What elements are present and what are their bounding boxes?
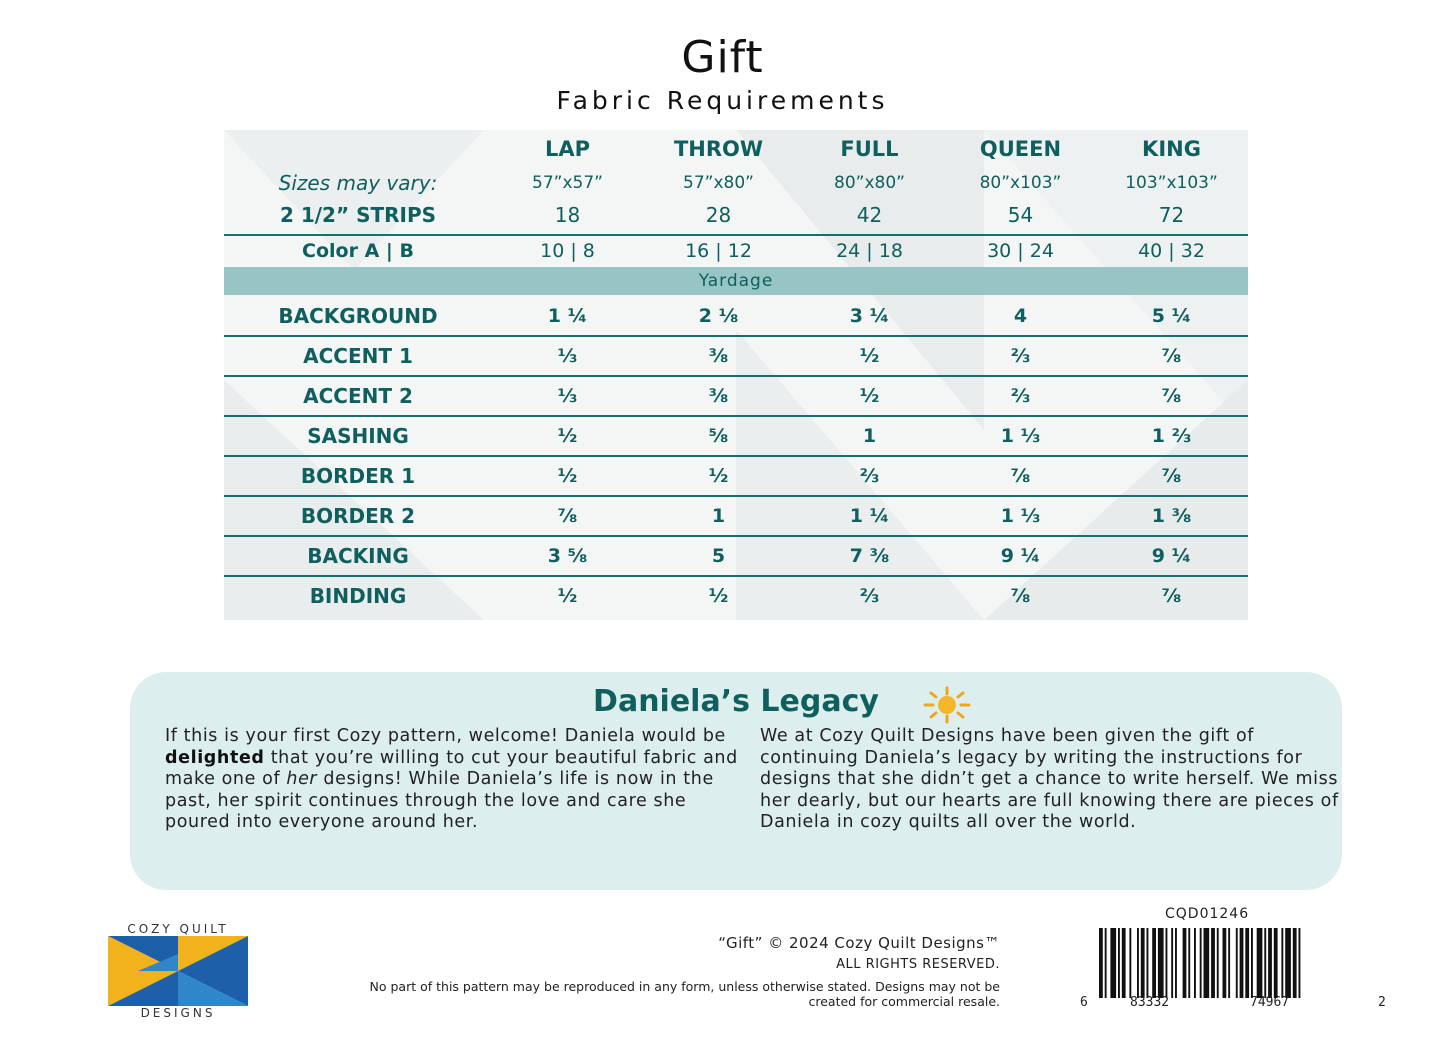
- legacy-left-text: [165, 726, 745, 834]
- color-value: 10 | 8: [540, 240, 595, 262]
- yardage-value: ⅜: [708, 385, 729, 407]
- col-header-king: KING: [1142, 137, 1201, 161]
- barcode-bar: [1274, 928, 1278, 998]
- yardage-row: [224, 536, 1248, 576]
- sizes-label: Sizes may vary:: [278, 171, 438, 195]
- legacy-emphasis-delighted: delighted: [165, 747, 265, 768]
- yardage-value: 4: [1013, 305, 1028, 327]
- sku-code: CQD01246: [1165, 906, 1250, 922]
- yardage-band: Yardage: [224, 267, 1248, 295]
- logo-top-text: COZY QUILT: [127, 922, 229, 936]
- barcode-bar: [1122, 928, 1126, 998]
- sizes-row: [224, 168, 1248, 198]
- yardage-value: ½: [708, 465, 729, 487]
- yardage-row-label: ACCENT 2: [303, 384, 413, 408]
- yardage-row: [224, 456, 1248, 496]
- barcode-bar: [1166, 928, 1168, 998]
- legacy-left-part: If this is your first Cozy pattern, welcome! Daniela would be: [165, 726, 726, 746]
- yardage-value: 1 ⅓: [1000, 425, 1041, 447]
- yardage-value: ⅔: [1010, 345, 1031, 367]
- barcode-digit-group: 83332: [1130, 995, 1170, 1010]
- yardage-row-label: BORDER 2: [300, 504, 416, 528]
- barcode-digit-group: 2: [1378, 995, 1386, 1010]
- barcode-bar: [1299, 928, 1301, 998]
- yardage-value: ½: [557, 425, 578, 447]
- yardage-value: ½: [557, 465, 578, 487]
- col-header-queen: QUEEN: [979, 137, 1062, 161]
- color-value: 16 | 12: [685, 240, 752, 262]
- strips-value: 28: [705, 203, 732, 227]
- barcode-bar: [1281, 928, 1283, 998]
- barcode-bar: [1293, 928, 1297, 998]
- color-label: Color A | B: [302, 240, 414, 262]
- page-title: Gift: [681, 32, 764, 83]
- yardage-value: 9 ¼: [1000, 545, 1041, 567]
- yardage-value: 5: [711, 545, 726, 567]
- yardage-value: ⅔: [1010, 385, 1031, 407]
- yardage-value: ⅜: [708, 345, 729, 367]
- barcode-bar: [1257, 928, 1263, 998]
- barcode-bar: [1129, 928, 1131, 998]
- size-value: 57”x80”: [683, 173, 754, 193]
- barcode-bar: [1223, 928, 1227, 998]
- rights-line: ALL RIGHTS RESERVED.: [836, 957, 1000, 972]
- barcode-bar: [1268, 928, 1272, 998]
- yardage-row-label: ACCENT 1: [303, 344, 413, 368]
- yardage-row-label: BACKGROUND: [278, 304, 438, 328]
- yardage-value: 1 ⅔: [1151, 425, 1192, 447]
- legacy-emphasis-her: her: [286, 769, 318, 789]
- size-value: 103”x103”: [1125, 173, 1218, 193]
- size-value: 80”x80”: [834, 173, 905, 193]
- barcode-bar: [1204, 928, 1210, 998]
- barcode-bar: [1200, 928, 1202, 998]
- barcode-bar: [1171, 928, 1173, 998]
- strips-value: 54: [1007, 203, 1034, 227]
- barcode-digit-group: 74967: [1250, 995, 1290, 1010]
- yardage-value: ⅞: [1161, 465, 1182, 487]
- yardage-value: 1: [862, 425, 877, 447]
- yardage-value: 1 ¼: [849, 505, 890, 527]
- barcode-bar: [1240, 928, 1244, 998]
- size-value: 57”x57”: [532, 173, 603, 193]
- fabric-requirements-table: [224, 130, 1248, 620]
- yardage-value: ⅞: [1161, 585, 1182, 607]
- legacy-panel: [130, 672, 1342, 890]
- color-split-row: [224, 236, 1248, 266]
- barcode-bar: [1158, 928, 1164, 998]
- strips-value: 18: [554, 203, 581, 227]
- barcode-bar: [1118, 928, 1120, 998]
- yardage-row: [224, 416, 1248, 456]
- barcode: [1097, 928, 1377, 998]
- yardage-row: [224, 576, 1248, 616]
- col-header-throw: THROW: [673, 137, 764, 161]
- yardage-value: 5 ¼: [1151, 305, 1192, 327]
- size-header-row: [224, 134, 1248, 164]
- barcode-bar: [1285, 928, 1291, 998]
- barcode-bar: [1217, 928, 1219, 998]
- strips-value: 42: [856, 203, 883, 227]
- yardage-value: ⅔: [859, 465, 880, 487]
- yardage-row: [224, 496, 1248, 536]
- strips-label: 2 1/2” STRIPS: [279, 203, 437, 227]
- barcode-bar: [1137, 928, 1139, 998]
- strips-row: [224, 200, 1248, 230]
- yardage-value: ½: [859, 385, 880, 407]
- yardage-value: 7 ⅜: [849, 545, 890, 567]
- barcode-bar: [1194, 928, 1196, 998]
- yardage-value: ⅞: [1161, 385, 1182, 407]
- legacy-right-text: We at Cozy Quilt Designs have been given the gift of continuing Daniela’s legacy by writing the instructions for designs that she didn’t get a chance to write herself. We miss her dearly, but our hearts are full knowing there are pieces of Daniela in cozy quilts all over the world.: [760, 726, 1339, 832]
- yardage-value: ⅓: [557, 345, 578, 367]
- yardage-value: 1: [711, 505, 726, 527]
- legacy-left-part: that you’re willing to cut your beautiful fabric and make one of: [165, 747, 738, 789]
- barcode-bar: [1236, 928, 1238, 998]
- barcode-bar: [1152, 928, 1156, 998]
- barcode-bar: [1211, 928, 1215, 998]
- barcode-bar: [1147, 928, 1149, 998]
- barcode-bar: [1110, 928, 1116, 998]
- barcode-bar: [1175, 928, 1177, 998]
- barcode-bar: [1105, 928, 1107, 998]
- barcode-bar: [1245, 928, 1249, 998]
- yardage-value: ⅞: [1010, 585, 1031, 607]
- yardage-value: ⅞: [1010, 465, 1031, 487]
- yardage-row: [224, 296, 1248, 336]
- yardage-row-label: BACKING: [307, 544, 409, 568]
- barcode-bar: [1099, 928, 1103, 998]
- page-subtitle: Fabric Requirements: [556, 86, 889, 115]
- barcode-bar: [1188, 928, 1190, 998]
- copyright-line: “Gift” © 2024 Cozy Quilt Designs™: [718, 934, 1000, 952]
- strips-value: 72: [1158, 203, 1185, 227]
- yardage-value: ⅝: [708, 425, 729, 447]
- yardage-row-label: SASHING: [307, 424, 409, 448]
- yardage-value: 2 ⅛: [698, 305, 739, 327]
- yardage-row: [224, 336, 1248, 376]
- barcode-bar: [1251, 928, 1253, 998]
- yardage-value: ⅞: [557, 505, 578, 527]
- barcode-bar: [1228, 928, 1230, 998]
- yardage-value: 9 ¼: [1151, 545, 1192, 567]
- color-value: 30 | 24: [987, 240, 1054, 262]
- legacy-title: Daniela’s Legacy: [593, 684, 879, 719]
- logo-bottom-text: DESIGNS: [140, 1006, 216, 1020]
- col-header-lap: LAP: [544, 137, 591, 161]
- col-header-full: FULL: [840, 137, 899, 161]
- yardage-value: 1 ⅓: [1000, 505, 1041, 527]
- sun-icon: [917, 686, 977, 724]
- yardage-value: ⅓: [557, 385, 578, 407]
- yardage-value: 3 ¼: [849, 305, 890, 327]
- yardage-value: ½: [557, 585, 578, 607]
- color-value: 24 | 18: [836, 240, 903, 262]
- yardage-value: 1 ⅜: [1151, 505, 1192, 527]
- color-value: 40 | 32: [1138, 240, 1205, 262]
- legacy-left-part: designs! While Daniela’s life is now in the past, her spirit continues through the love and care she poured into everyone around her.: [165, 769, 714, 832]
- yardage-value: 1 ¼: [547, 305, 588, 327]
- barcode-bar: [1183, 928, 1187, 998]
- yardage-value: 3 ⅝: [547, 545, 588, 567]
- size-value: 80”x103”: [979, 173, 1062, 193]
- yardage-row-label: BINDING: [309, 584, 407, 608]
- yardage-value: ⅔: [859, 585, 880, 607]
- yardage-value: ⅞: [1161, 345, 1182, 367]
- yardage-row-label: BORDER 1: [300, 464, 416, 488]
- barcode-digit-group: 6: [1080, 995, 1088, 1010]
- cozy-quilt-logo: [108, 922, 248, 1022]
- pinwheel-logo-icon: [108, 936, 248, 1006]
- yardage-value: ½: [859, 345, 880, 367]
- barcode-bar: [1141, 928, 1145, 998]
- yardage-value: ½: [708, 585, 729, 607]
- yardage-row: [224, 376, 1248, 416]
- reproduction-notice: No part of this pattern may be reproduced in any form, unless otherwise stated. Designs may not be created for commercial resale.: [369, 979, 1000, 1009]
- barcode-bar: [1264, 928, 1266, 998]
